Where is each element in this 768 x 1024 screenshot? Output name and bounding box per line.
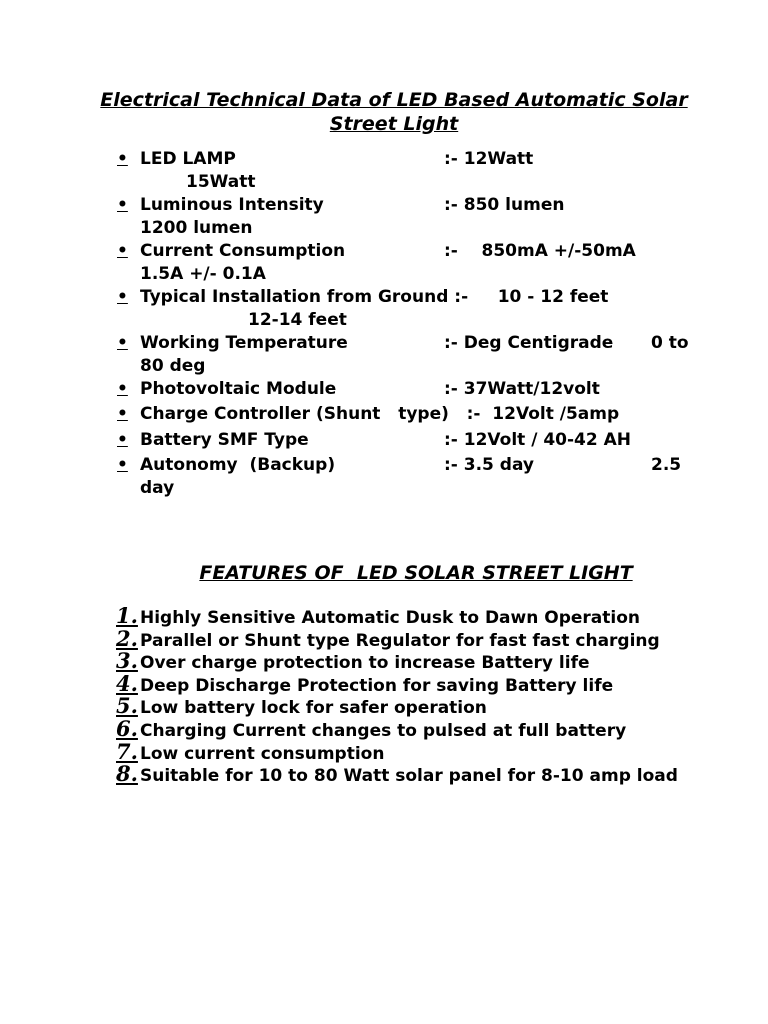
- feature-number: 8.: [116, 761, 138, 787]
- bullet-icon: •: [117, 455, 128, 475]
- features-title: FEATURES OF LED SOLAR STREET LIGHT: [199, 562, 633, 584]
- spec-second-value: 1.5A +/- 0.1A: [140, 264, 266, 284]
- feature-number: 4.: [116, 670, 138, 696]
- feature-number: 7.: [116, 738, 138, 764]
- bullet-icon: •: [117, 333, 128, 353]
- feature-text: Low battery lock for safer operation: [140, 698, 487, 719]
- spec-value: :- 12Volt / 40-42 AH: [444, 430, 632, 450]
- spec-label: Working Temperature: [140, 333, 348, 353]
- spec-value: :- 12Watt: [444, 149, 534, 169]
- spec-item-charge-controller: [0, 403, 768, 429]
- feature-number: 2.: [116, 625, 138, 651]
- spec-value: :- 850mA +/-50mA: [444, 241, 636, 261]
- spec-label: Typical Installation from Ground :- 10 - 12 feet: [140, 287, 609, 307]
- spec-value: :- 850 lumen: [444, 195, 565, 215]
- bullet-icon: •: [117, 430, 128, 450]
- spec-label: LED LAMP: [140, 149, 236, 169]
- spec-item-current-consumption: [0, 240, 768, 286]
- feature-text: Deep Discharge Protection for saving Battery life: [140, 675, 614, 696]
- spec-label: Current Consumption: [140, 241, 346, 261]
- spec-label: Battery SMF Type: [140, 430, 309, 450]
- spec-second-value: 12-14 feet: [248, 310, 347, 330]
- spec-extra-value: 0 to: [651, 333, 689, 353]
- feature-number: 3.: [116, 648, 138, 674]
- document-title: Electrical Technical Data of LED Based Automatic Solar Street Light: [100, 89, 688, 135]
- spec-value: :- Deg Centigrade: [444, 333, 614, 353]
- spec-item-autonomy: [0, 454, 768, 500]
- spec-label: Luminous Intensity: [140, 195, 324, 215]
- spec-item-battery-smf-type: [0, 429, 768, 454]
- bullet-icon: •: [117, 287, 128, 307]
- feature-number: 5.: [116, 693, 138, 719]
- feature-item: [0, 761, 768, 788]
- feature-text: Highly Sensitive Automatic Dusk to Dawn Operation: [140, 608, 640, 628]
- bullet-icon: •: [117, 404, 128, 424]
- spec-second-value: 80 deg: [140, 356, 206, 376]
- feature-text: Suitable for 10 to 80 Watt solar panel for 8-10 amp load: [140, 766, 678, 787]
- bullet-icon: •: [117, 149, 128, 169]
- spec-item-working-temperature: [0, 332, 768, 378]
- spec-item-led-lamp: [0, 148, 768, 194]
- features-list: [0, 603, 768, 788]
- bullet-icon: •: [117, 195, 128, 215]
- spec-second-value: day: [140, 478, 175, 498]
- feature-text: Over charge protection to increase Battery life: [140, 653, 590, 674]
- spec-label: Autonomy (Backup): [140, 455, 336, 475]
- spec-second-value: 15Watt: [186, 172, 256, 192]
- spec-value: :- 37Watt/12volt: [444, 379, 600, 399]
- spec-second-value: 1200 lumen: [140, 218, 253, 238]
- feature-text: Parallel or Shunt type Regulator for fast fast charging: [140, 630, 660, 651]
- bullet-icon: •: [117, 379, 128, 399]
- technical-data-list: [0, 148, 768, 500]
- feature-number: 1.: [116, 603, 138, 628]
- spec-item-luminous-intensity: [0, 194, 768, 240]
- feature-number: 6.: [116, 715, 138, 741]
- spec-extra-value: 2.5: [651, 455, 682, 475]
- spec-value: :- 3.5 day: [444, 455, 535, 475]
- feature-text: Low current consumption: [140, 743, 385, 764]
- spec-label: Photovoltaic Module: [140, 379, 337, 399]
- spec-item-installation-height: [0, 286, 768, 332]
- spec-item-photovoltaic-module: [0, 378, 768, 403]
- spec-label: Charge Controller (Shunt type) :- 12Volt /5amp: [140, 404, 620, 424]
- feature-text: Charging Current changes to pulsed at full battery: [140, 720, 627, 741]
- bullet-icon: •: [117, 241, 128, 261]
